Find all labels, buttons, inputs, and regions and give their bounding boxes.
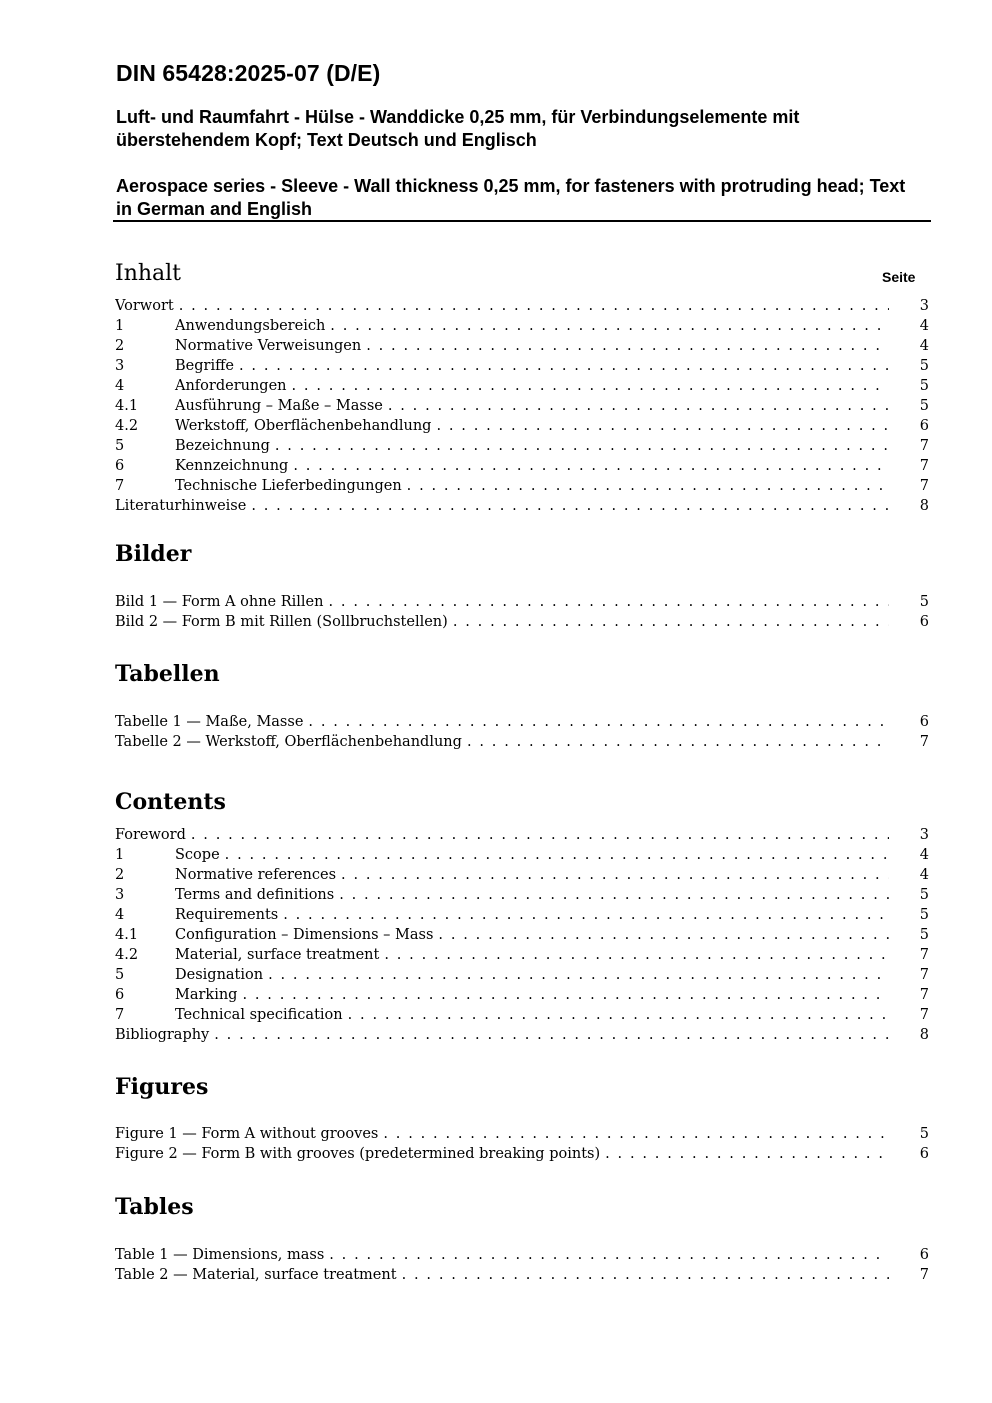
toc-figure-entry[interactable] <box>115 1124 929 1144</box>
toc-entry-label: Kennzeichnung <box>175 458 293 474</box>
toc-entry-number: 7 <box>115 478 125 494</box>
toc-entry[interactable] <box>115 356 929 376</box>
toc-entry-number: 1 <box>115 318 125 334</box>
toc-entry-page: 4 <box>909 336 929 356</box>
toc-entry-page: 8 <box>909 496 929 516</box>
toc-entry-label: Anwendungsbereich <box>175 318 330 334</box>
toc-entry-page: 5 <box>909 885 929 905</box>
toc-entry-page: 7 <box>909 436 929 456</box>
toc-entry-page: 7 <box>909 1265 929 1285</box>
header-divider <box>113 220 931 222</box>
toc-entry-number: 6 <box>115 458 125 474</box>
toc-entry-page: 7 <box>909 965 929 985</box>
toc-entry[interactable] <box>115 416 929 436</box>
toc-entry[interactable] <box>115 496 929 516</box>
toc-entry-page: 7 <box>909 985 929 1005</box>
heading-contents: Contents <box>115 789 226 815</box>
toc-entry-page: 6 <box>909 416 929 436</box>
toc-entry-label: Werkstoff, Oberflächenbehandlung <box>175 418 436 434</box>
toc-entry[interactable] <box>115 1005 929 1025</box>
toc-table-entry[interactable] <box>115 712 929 732</box>
toc-entry[interactable] <box>115 376 929 396</box>
toc-entry-label: Figure 2 — Form B with grooves (predetermined breaking points) <box>115 1146 605 1162</box>
toc-entry[interactable] <box>115 1025 929 1045</box>
toc-entry-label: Scope <box>175 847 225 863</box>
toc-entry-label: Ausführung – Maße – Masse <box>175 398 388 414</box>
toc-entry[interactable] <box>115 905 929 925</box>
toc-entry-page: 8 <box>909 1025 929 1045</box>
toc-entry-label: Figure 1 — Form A without grooves <box>115 1126 383 1142</box>
toc-entry-page: 4 <box>909 316 929 336</box>
toc-entry-number: 4 <box>115 378 125 394</box>
toc-entry-label: Material, surface treatment <box>175 947 384 963</box>
toc-table-entry[interactable] <box>115 1245 929 1265</box>
toc-entry-number: 3 <box>115 887 125 903</box>
toc-entry[interactable] <box>115 865 929 885</box>
toc-bilder <box>115 592 929 632</box>
toc-entry-label: Bild 1 — Form A ohne Rillen <box>115 594 328 610</box>
toc-entry-page: 7 <box>909 732 929 752</box>
toc-entry-page: 5 <box>909 1124 929 1144</box>
toc-entry[interactable] <box>115 885 929 905</box>
heading-tabellen: Tabellen <box>115 661 220 687</box>
toc-entry-label: Configuration – Dimensions – Mass <box>175 927 438 943</box>
toc-entry-label: Normative Verweisungen <box>175 338 366 354</box>
toc-entry-label: Bezeichnung <box>175 438 275 454</box>
toc-entry-page: 5 <box>909 356 929 376</box>
subtitle-english: Aerospace series - Sleeve - Wall thickness 0,25 mm, for fasteners with protruding head; Text in German and English <box>116 176 906 219</box>
heading-inhalt: Inhalt <box>115 261 182 286</box>
toc-entry-number: 5 <box>115 438 125 454</box>
toc-entry-label: Technische Lieferbedingungen <box>175 478 407 494</box>
toc-entry-number: 4.1 <box>115 398 139 414</box>
toc-entry-page: 7 <box>909 945 929 965</box>
toc-entry-page: 4 <box>909 845 929 865</box>
toc-entry-label: Begriffe <box>175 358 239 374</box>
toc-entry[interactable] <box>115 396 929 416</box>
toc-entry-number: 4.2 <box>115 947 139 963</box>
toc-entry-page: 3 <box>909 825 929 845</box>
page-column-label: Seite <box>882 269 916 285</box>
toc-entry-label: Marking <box>175 987 242 1003</box>
toc-entry-label: Foreword <box>115 827 191 843</box>
toc-entry[interactable] <box>115 436 929 456</box>
toc-figure-entry[interactable] <box>115 592 929 612</box>
toc-entry-page: 7 <box>909 456 929 476</box>
toc-entry[interactable] <box>115 825 929 845</box>
toc-entry[interactable] <box>115 845 929 865</box>
toc-entry-number: 5 <box>115 967 125 983</box>
toc-entry[interactable] <box>115 296 929 316</box>
toc-entry-number: 4.1 <box>115 927 139 943</box>
toc-entry[interactable] <box>115 476 929 496</box>
toc-table-entry[interactable] <box>115 1265 929 1285</box>
toc-entry[interactable] <box>115 925 929 945</box>
heading-bilder: Bilder <box>115 541 192 567</box>
toc-entry-label: Table 2 — Material, surface treatment <box>115 1267 402 1283</box>
toc-entry-label: Requirements <box>175 907 283 923</box>
toc-entry-page: 3 <box>909 296 929 316</box>
toc-figure-entry[interactable] <box>115 612 929 632</box>
document-title: DIN 65428:2025-07 (D/E) <box>116 60 381 86</box>
toc-entry-page: 7 <box>909 1005 929 1025</box>
toc-entry-label: Tabelle 1 — Maße, Masse <box>115 714 308 730</box>
toc-tables <box>115 1245 929 1285</box>
toc-entry[interactable] <box>115 336 929 356</box>
toc-tabellen <box>115 712 929 752</box>
toc-entry-label: Anforderungen <box>175 378 292 394</box>
toc-entry[interactable] <box>115 965 929 985</box>
toc-entry-number: 4 <box>115 907 125 923</box>
toc-entry-label: Tabelle 2 — Werkstoff, Oberflächenbehandlung <box>115 734 467 750</box>
toc-entry-page: 5 <box>909 592 929 612</box>
toc-entry-number: 1 <box>115 847 125 863</box>
toc-entry-page: 7 <box>909 476 929 496</box>
toc-entry[interactable] <box>115 985 929 1005</box>
toc-entry-label: Terms and definitions <box>175 887 339 903</box>
toc-entry[interactable] <box>115 945 929 965</box>
toc-entry-page: 6 <box>909 612 929 632</box>
toc-inhalt <box>115 296 929 516</box>
toc-entry-label: Bibliography <box>115 1027 214 1043</box>
toc-entry-page: 4 <box>909 865 929 885</box>
heading-tables: Tables <box>115 1194 194 1220</box>
toc-entry-page: 6 <box>909 1245 929 1265</box>
subtitle-german: Luft- und Raumfahrt - Hülse - Wanddicke 0,25 mm, für Verbindungselemente mit überstehendem Kopf; Text Deutsch und Englisch <box>116 107 800 150</box>
toc-entry-label: Designation <box>175 967 268 983</box>
toc-entry-number: 7 <box>115 1007 125 1023</box>
toc-entry-label: Literaturhinweise <box>115 498 251 514</box>
toc-entry[interactable] <box>115 456 929 476</box>
toc-entry-number: 2 <box>115 867 125 883</box>
heading-figures: Figures <box>115 1074 209 1100</box>
toc-entry-number: 2 <box>115 338 125 354</box>
toc-table-entry[interactable] <box>115 732 929 752</box>
toc-entry-page: 5 <box>909 905 929 925</box>
toc-entry-page: 5 <box>909 376 929 396</box>
toc-entry-label: Bild 2 — Form B mit Rillen (Sollbruchstellen) <box>115 614 453 630</box>
toc-contents <box>115 825 929 1045</box>
toc-entry-page: 5 <box>909 396 929 416</box>
toc-entry-number: 4.2 <box>115 418 139 434</box>
toc-entry-label: Technical specification <box>175 1007 348 1023</box>
toc-figures <box>115 1124 929 1164</box>
toc-entry-number: 6 <box>115 987 125 1003</box>
toc-entry-page: 6 <box>909 1144 929 1164</box>
toc-entry[interactable] <box>115 316 929 336</box>
toc-entry-page: 5 <box>909 925 929 945</box>
toc-entry-number: 3 <box>115 358 125 374</box>
toc-entry-label: Table 1 — Dimensions, mass <box>115 1247 329 1263</box>
toc-figure-entry[interactable] <box>115 1144 929 1164</box>
toc-entry-label: Vorwort <box>115 298 179 314</box>
toc-entry-page: 6 <box>909 712 929 732</box>
toc-entry-label: Normative references <box>175 867 341 883</box>
